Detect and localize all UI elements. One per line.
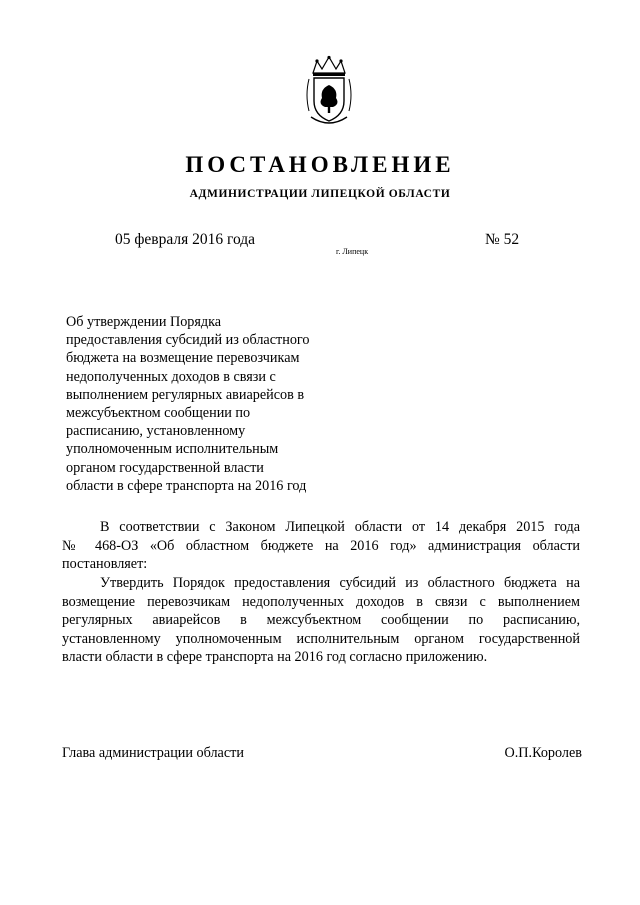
paragraph-line: постановляет: [62, 556, 148, 573]
document-caption [66, 313, 346, 495]
caption-line: бюджета на возмещение перевозчикам [66, 350, 300, 367]
paragraph-line: В соответствии с Законом Липецкой области от 14 декабря 2015 года [100, 519, 580, 535]
caption-line: межсубъектном сообщении по [66, 405, 251, 422]
paragraph-line: власти области в сфере транспорта на 2016 год согласно приложению. [62, 649, 488, 666]
document-title: ПОСТАНОВЛЕНИЕ [185, 152, 455, 177]
caption-line: выполнением регулярных авиарейсов в [66, 386, 305, 403]
paragraph-line: № 468-ОЗ «Об областном бюджете на 2016 год» администрация области [62, 537, 580, 554]
caption-line: расписанию, установленному [66, 423, 246, 440]
document-date: 05 февраля 2016 года [115, 231, 256, 248]
paragraph-line: возмещение перевозчикам недополученных доходов в связи с выполнением [62, 593, 580, 610]
caption-line: органом государственной власти [66, 459, 264, 476]
document-city: г. Липецк [336, 247, 369, 256]
signatory-position: Глава администрации области [62, 745, 244, 761]
document-number: № 52 [485, 231, 520, 248]
caption-line: недополученных доходов в связи с [66, 368, 276, 385]
caption-line: предоставления субсидий из областного [66, 332, 310, 349]
paragraph-line: Утвердить Порядок предоставления субсидий из областного бюджета на [100, 575, 580, 591]
paragraph-line: регулярных авиарейсов в межсубъектном сообщении по расписанию, [62, 612, 580, 629]
paragraph-line: установленному уполномоченным исполнительным органом государственной [62, 630, 580, 647]
paragraph-resolution [62, 574, 580, 667]
paragraph-preamble [62, 518, 580, 574]
coat-of-arms-icon [303, 55, 355, 127]
caption-line: области в сфере транспорта на 2016 год [66, 477, 307, 494]
caption-line: Об утверждении Порядка [66, 314, 222, 330]
signatory-name: О.П.Королев [504, 745, 582, 761]
document-subtitle: АДМИНИСТРАЦИИ ЛИПЕЦКОЙ ОБЛАСТИ [189, 188, 451, 200]
caption-line: уполномоченным исполнительным [66, 441, 279, 458]
